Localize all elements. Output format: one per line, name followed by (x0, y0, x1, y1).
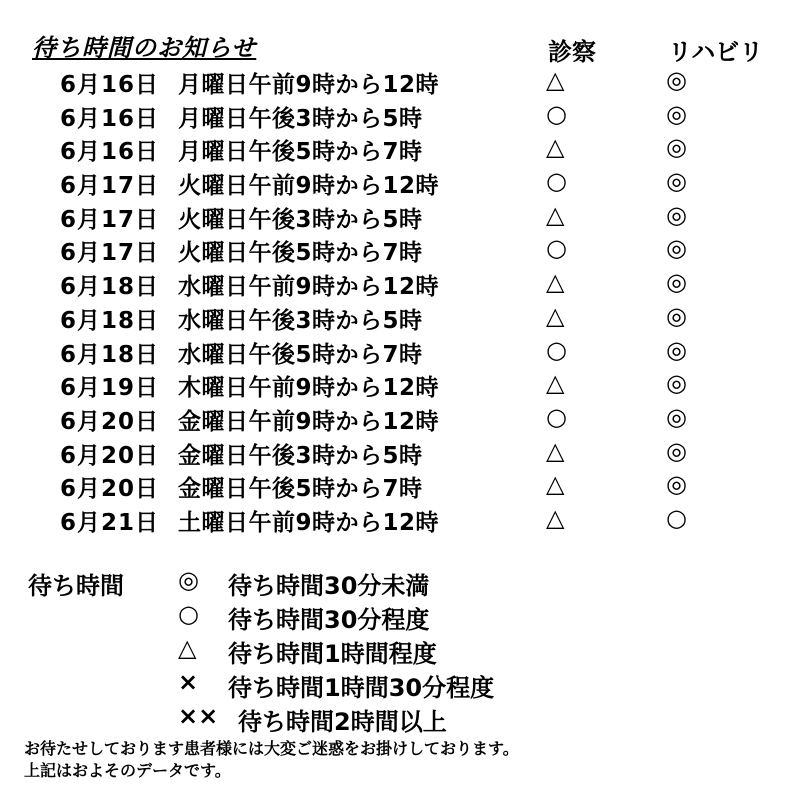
row-time-slot: 月曜日午後5時から7時 (178, 139, 423, 166)
row-time-slot: 土曜日午前9時から12時 (178, 509, 440, 536)
row-rehab-status: ◎ (666, 402, 687, 431)
row-time-slot: 水曜日午後3時から5時 (178, 307, 423, 334)
row-date: 6月16日 (60, 105, 160, 132)
row-rehab-status: ◎ (666, 234, 687, 263)
table-row (0, 365, 796, 402)
row-rehab-status: ◎ (666, 167, 687, 196)
row-time-slot: 水曜日午前9時から12時 (178, 274, 440, 301)
legend-item (0, 668, 796, 702)
row-rehab-status: ◎ (666, 66, 687, 94)
row-time-slot: 月曜日午後3時から5時 (178, 105, 423, 132)
table-row (0, 62, 796, 96)
row-time-slot: 金曜日午後3時から5時 (178, 442, 423, 469)
row-shinsatsu-status: △ (546, 369, 565, 398)
legend-symbol: × (178, 668, 199, 696)
legend-text: 待ち時間30分未満 (228, 572, 430, 600)
row-date: 6月21日 (60, 509, 160, 536)
row-shinsatsu-status: ○ (546, 99, 567, 128)
row-date: 6月18日 (60, 274, 160, 301)
legend-symbol: △ (178, 634, 197, 662)
row-shinsatsu-status: △ (546, 133, 565, 162)
legend-text: 待ち時間30分程度 (228, 606, 430, 634)
note-apology: お待たせしております患者様には大変ご迷惑をお掛けしております。 (24, 739, 519, 758)
row-time-slot: 木曜日午前9時から12時 (178, 375, 440, 402)
row-shinsatsu-status: △ (546, 268, 565, 297)
row-rehab-status: ◎ (666, 99, 687, 128)
legend-item (0, 634, 796, 668)
row-date: 6月17日 (60, 240, 160, 267)
row-time-slot: 火曜日午後3時から5時 (178, 206, 423, 233)
row-shinsatsu-status: ○ (546, 167, 567, 196)
row-shinsatsu-status: ○ (546, 234, 567, 263)
table-row (0, 298, 796, 332)
row-date: 6月17日 (60, 206, 160, 233)
row-time-slot: 火曜日午後5時から7時 (178, 240, 423, 267)
row-rehab-status: ◎ (666, 301, 687, 330)
row-date: 6月16日 (60, 72, 160, 98)
column-header-rehab: リハビリ (668, 38, 764, 66)
row-shinsatsu-status: ○ (546, 335, 567, 364)
row-shinsatsu-status: △ (546, 503, 565, 532)
table-row (0, 197, 796, 231)
page-title: 待ち時間のお知らせ (32, 34, 257, 62)
table-row (0, 96, 796, 130)
row-date: 6月20日 (60, 408, 160, 435)
row-date: 6月18日 (60, 341, 160, 368)
table-row (0, 129, 796, 166)
legend-label: 待ち時間 (28, 572, 124, 600)
notes (24, 738, 519, 782)
table-row (0, 399, 796, 433)
row-time-slot: 金曜日午前9時から12時 (178, 408, 440, 435)
row-rehab-status: ◎ (666, 200, 687, 229)
row-shinsatsu-status: △ (546, 66, 565, 94)
row-time-slot: 火曜日午前9時から12時 (178, 173, 440, 200)
table-row (0, 500, 796, 534)
row-time-slot: 水曜日午後5時から7時 (178, 341, 423, 368)
row-shinsatsu-status: △ (546, 470, 565, 499)
table-row (0, 466, 796, 503)
schedule-table (0, 62, 796, 534)
row-rehab-status: ◎ (666, 268, 687, 297)
row-shinsatsu-status: ○ (546, 402, 567, 431)
row-rehab-status: ○ (666, 503, 687, 532)
row-date: 6月20日 (60, 442, 160, 469)
row-rehab-status: ◎ (666, 369, 687, 398)
legend-text: 待ち時間1時間30分程度 (228, 674, 495, 702)
row-shinsatsu-status: △ (546, 436, 565, 465)
row-rehab-status: ◎ (666, 133, 687, 162)
row-rehab-status: ◎ (666, 436, 687, 465)
legend-item (0, 600, 796, 634)
row-date: 6月16日 (60, 139, 160, 166)
table-row (0, 163, 796, 200)
row-time-slot: 金曜日午後5時から7時 (178, 476, 423, 503)
note-disclaimer: 上記はおよそのデータです。 (24, 761, 231, 780)
legend-symbol: ◎ (178, 566, 199, 594)
row-date: 6月17日 (60, 173, 160, 200)
row-shinsatsu-status: △ (546, 301, 565, 330)
table-row (0, 433, 796, 467)
legend-text: 待ち時間1時間程度 (228, 640, 437, 668)
row-time-slot: 月曜日午前9時から12時 (178, 72, 440, 98)
row-date: 6月18日 (60, 307, 160, 334)
legend-text: 待ち時間2時間以上 (238, 708, 447, 736)
row-date: 6月19日 (60, 375, 160, 402)
legend-symbol: ○ (178, 600, 199, 628)
legend-item (0, 702, 796, 736)
table-row (0, 230, 796, 267)
column-header-shinsatsu: 診察 (548, 38, 596, 66)
table-row (0, 332, 796, 366)
legend-item (0, 566, 796, 600)
row-rehab-status: ◎ (666, 470, 687, 499)
table-row (0, 264, 796, 301)
legend-symbol: ×× (178, 702, 219, 730)
row-rehab-status: ◎ (666, 335, 687, 364)
row-shinsatsu-status: △ (546, 200, 565, 229)
row-date: 6月20日 (60, 476, 160, 503)
